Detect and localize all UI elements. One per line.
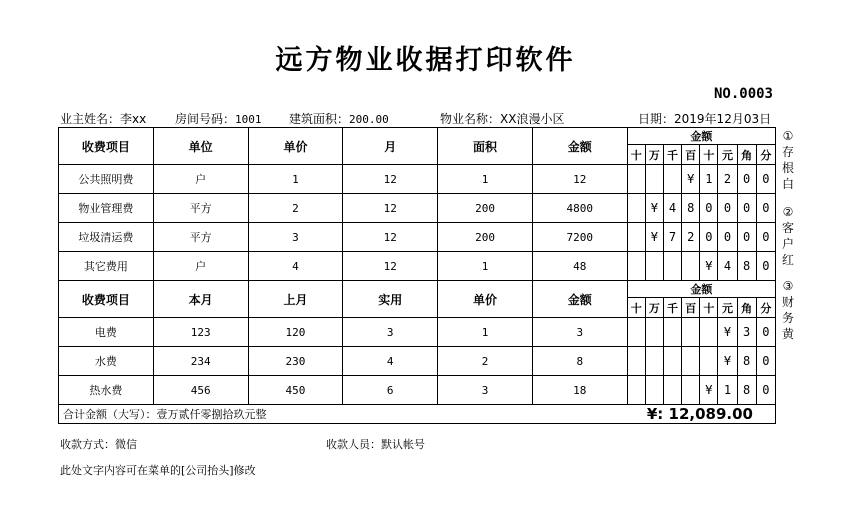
item-cell: 户 (153, 165, 248, 194)
header-note: 此处文字内容可在菜单的[公司抬头]修改 (60, 464, 256, 477)
digit-label: 万 (645, 145, 663, 165)
header-row-utilities (59, 281, 776, 298)
amount-digit: 0 (756, 318, 775, 347)
amount-digit: 3 (737, 318, 756, 347)
amount-digit: 2 (682, 223, 700, 252)
amount-digit: 1 (700, 165, 718, 194)
amount-digit: 8 (737, 376, 756, 405)
amount-digit: 2 (718, 165, 737, 194)
digit-label: 元 (718, 298, 737, 318)
amount-digit: 0 (737, 194, 756, 223)
amount-digit: ¥ (645, 194, 663, 223)
item-name: 其它费用 (59, 252, 154, 281)
amount-digit: 0 (700, 194, 718, 223)
item-cell: 4 (343, 347, 438, 376)
digit-label: 分 (756, 298, 775, 318)
amount-digit: 1 (718, 376, 737, 405)
amount-digit: ¥ (700, 252, 718, 281)
item-cell: 3 (438, 376, 533, 405)
item-name: 公共照明费 (59, 165, 154, 194)
amount-digit (682, 252, 700, 281)
side-note-stub: ① 存 根 白 (781, 129, 794, 191)
column-header: 金额 (532, 281, 627, 318)
item-cell: 123 (153, 318, 248, 347)
side-note-finance: ③ 财 务 黄 (781, 279, 794, 341)
item-amount: 18 (532, 376, 627, 405)
amount-digit: 8 (737, 347, 756, 376)
area-info: 建筑面积：200.00 (289, 112, 389, 126)
item-cell: 平方 (153, 194, 248, 223)
amount-digit (663, 376, 681, 405)
amount-digit: 4 (663, 194, 681, 223)
header-row-fees (59, 128, 776, 145)
item-cell: 450 (248, 376, 343, 405)
digit-label: 万 (645, 298, 663, 318)
digit-label: 十 (700, 145, 718, 165)
amount-digit (682, 376, 700, 405)
room-info: 房间号码：1001 (175, 112, 262, 126)
amount-digit (645, 252, 663, 281)
table-row (59, 194, 776, 223)
digit-label: 百 (682, 298, 700, 318)
item-cell: 1 (438, 318, 533, 347)
side-note-customer: ② 客 户 红 (781, 205, 794, 267)
digit-label: 千 (663, 145, 681, 165)
digit-label: 元 (718, 145, 737, 165)
amount-digit: 0 (756, 347, 775, 376)
item-cell: 200 (438, 194, 533, 223)
date-info: 日期：2019年12月03日 (638, 112, 772, 126)
column-header: 收费项目 (59, 128, 154, 165)
amount-digit: 0 (756, 194, 775, 223)
amount-digit (700, 318, 718, 347)
receipt-table (58, 127, 776, 424)
digit-label: 千 (663, 298, 681, 318)
table-row (59, 347, 776, 376)
column-header: 单位 (153, 128, 248, 165)
amount-digit: ¥ (700, 376, 718, 405)
total-amount: ¥: 12,089.00 (532, 405, 775, 424)
item-name: 水费 (59, 347, 154, 376)
digit-label: 百 (682, 145, 700, 165)
column-header: 上月 (248, 281, 343, 318)
amount-digit (663, 318, 681, 347)
item-amount: 3 (532, 318, 627, 347)
item-name: 垃圾清运费 (59, 223, 154, 252)
payment-method: 收款方式：微信 (60, 438, 137, 451)
column-header: 实用 (343, 281, 438, 318)
amount-digit: 0 (737, 223, 756, 252)
amount-digit (645, 347, 663, 376)
amount-digit (627, 347, 645, 376)
digit-label: 角 (737, 298, 756, 318)
amount-digit (627, 223, 645, 252)
digit-label: 十 (700, 298, 718, 318)
amount-digit: 0 (756, 252, 775, 281)
amount-digit (682, 318, 700, 347)
amount-digit: ¥ (645, 223, 663, 252)
table-row (59, 318, 776, 347)
item-cell: 6 (343, 376, 438, 405)
item-cell: 456 (153, 376, 248, 405)
amount-digit (645, 318, 663, 347)
item-name: 物业管理费 (59, 194, 154, 223)
column-header: 本月 (153, 281, 248, 318)
item-cell: 户 (153, 252, 248, 281)
amount-digit (682, 347, 700, 376)
amount-digit (627, 252, 645, 281)
amount-digit (627, 165, 645, 194)
column-header: 单价 (248, 128, 343, 165)
item-cell: 3 (343, 318, 438, 347)
item-amount: 4800 (532, 194, 627, 223)
amount-digit: ¥ (682, 165, 700, 194)
amount-digit: 7 (663, 223, 681, 252)
total-in-words: 合计金额（大写）：壹万贰仟零捌拾玖元整 (59, 405, 533, 424)
item-cell: 2 (248, 194, 343, 223)
item-cell: 12 (343, 252, 438, 281)
digit-label: 十 (627, 298, 645, 318)
item-cell: 平方 (153, 223, 248, 252)
amount-digit: 0 (756, 376, 775, 405)
amount-digit (627, 194, 645, 223)
item-cell: 4 (248, 252, 343, 281)
amount-digit: ¥ (718, 318, 737, 347)
amount-digit (645, 376, 663, 405)
item-cell: 1 (438, 165, 533, 194)
item-cell: 3 (248, 223, 343, 252)
item-cell: 1 (438, 252, 533, 281)
item-cell: 234 (153, 347, 248, 376)
amount-digit: 8 (737, 252, 756, 281)
amount-digit: 4 (718, 252, 737, 281)
amount-header: 金额 (627, 281, 775, 298)
item-amount: 48 (532, 252, 627, 281)
amount-digit: 0 (737, 165, 756, 194)
amount-digit (627, 376, 645, 405)
amount-digit (627, 318, 645, 347)
table-row (59, 223, 776, 252)
item-amount: 7200 (532, 223, 627, 252)
item-name: 电费 (59, 318, 154, 347)
amount-digit (645, 165, 663, 194)
amount-digit (663, 252, 681, 281)
column-header: 收费项目 (59, 281, 154, 318)
amount-digit (663, 165, 681, 194)
table-row (59, 165, 776, 194)
amount-header: 金额 (627, 128, 775, 145)
digit-label: 角 (737, 145, 756, 165)
item-cell: 200 (438, 223, 533, 252)
item-amount: 12 (532, 165, 627, 194)
property-info: 物业名称：XX浪漫小区 (440, 112, 565, 126)
amount-digit: ¥ (718, 347, 737, 376)
column-header: 金额 (532, 128, 627, 165)
column-header: 月 (343, 128, 438, 165)
item-cell: 2 (438, 347, 533, 376)
amount-digit: 0 (718, 223, 737, 252)
item-amount: 8 (532, 347, 627, 376)
amount-digit: 0 (700, 223, 718, 252)
amount-digit (663, 347, 681, 376)
amount-digit: 8 (682, 194, 700, 223)
amount-digit (700, 347, 718, 376)
digit-label: 十 (627, 145, 645, 165)
column-header: 单价 (438, 281, 533, 318)
receipt-number: NO.0003 (713, 86, 773, 102)
amount-digit: 0 (756, 223, 775, 252)
item-name: 热水费 (59, 376, 154, 405)
total-row (59, 405, 776, 424)
item-cell: 12 (343, 194, 438, 223)
amount-digit: 0 (718, 194, 737, 223)
cashier: 收款人员：默认帐号 (326, 438, 425, 451)
table-row (59, 376, 776, 405)
amount-digit: 0 (756, 165, 775, 194)
item-cell: 230 (248, 347, 343, 376)
owner-info: 业主姓名：李xx (60, 112, 147, 126)
column-header: 面积 (438, 128, 533, 165)
table-row (59, 252, 776, 281)
item-cell: 12 (343, 165, 438, 194)
item-cell: 120 (248, 318, 343, 347)
item-cell: 12 (343, 223, 438, 252)
item-cell: 1 (248, 165, 343, 194)
digit-label: 分 (756, 145, 775, 165)
page-title: 远方物业收据打印软件 (275, 45, 576, 76)
